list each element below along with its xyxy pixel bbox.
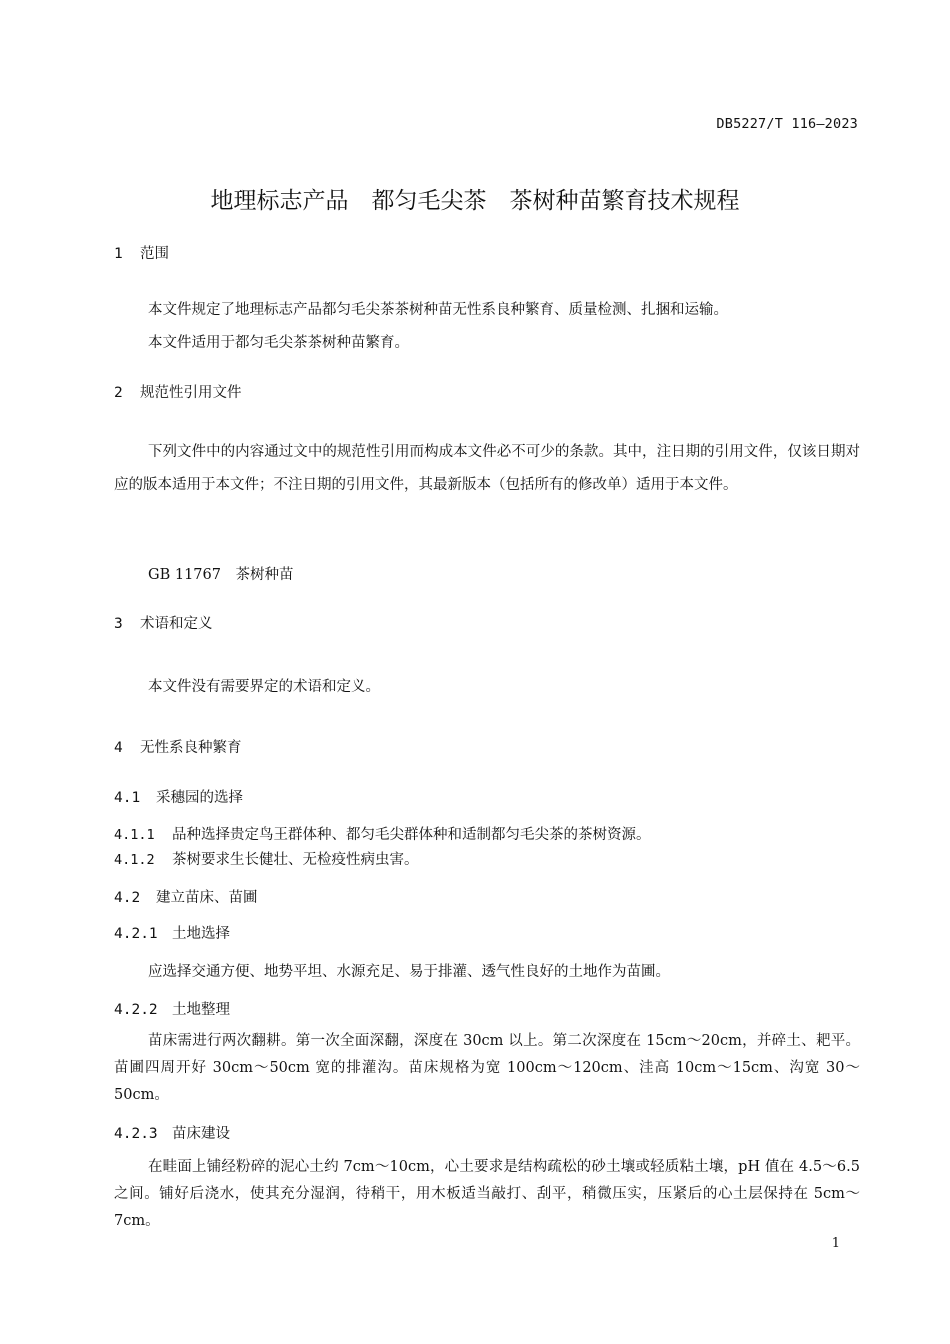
clause-4-1-2: [114, 848, 419, 869]
clause-4-1-1: [114, 823, 651, 844]
section-number: 1: [114, 246, 123, 262]
section-title: 规范性引用文件: [140, 385, 242, 401]
section-2-heading: [114, 381, 242, 402]
section-number: 4.2.2: [114, 1002, 158, 1018]
clause-number: 4.1.1: [114, 827, 155, 843]
section-1-paragraph-2: 本文件适用于都匀毛尖茶茶树种苗繁育。: [148, 335, 409, 351]
section-1-heading: [114, 242, 169, 263]
clause-text: 茶树要求生长健壮、无检疫性病虫害。: [172, 852, 419, 868]
section-4-2-2-heading: [114, 998, 230, 1019]
section-4-2-3-heading: [114, 1122, 230, 1143]
section-number: 4.2.1: [114, 926, 158, 942]
section-title: 术语和定义: [140, 616, 213, 632]
section-2-paragraph: 下列文件中的内容通过文中的规范性引用而构成本文件必不可少的条款。其中，注日期的引用文件，仅该日期对应的版本适用于本文件；不注日期的引用文件，其最新版本（包括所有的修改单）适用于本文件。: [114, 444, 860, 493]
section-4-1-heading: [114, 786, 243, 807]
section-title: 采穗园的选择: [156, 790, 243, 806]
section-title: 土地选择: [172, 926, 230, 942]
section-4-2-3-paragraph: 在畦面上铺经粉碎的泥心土约 7cm～10cm，心土要求是结构疏松的砂土壤或轻质粘土壤，pH 值在 4.5～6.5 之间。铺好后浇水，使其充分湿润，待稍干，用木板适当敲打、刮平，稍微压实，压紧后的心土层保持在 5cm～7cm。: [114, 1159, 860, 1229]
section-3-paragraph: 本文件没有需要界定的术语和定义。: [148, 679, 380, 695]
page-number: 1: [831, 1236, 840, 1251]
section-number: 4: [114, 740, 123, 756]
section-4-2-1-paragraph: 应选择交通方便、地势平坦、水源充足、易于排灌、透气性良好的土地作为苗圃。: [148, 964, 670, 980]
normative-reference: GB 11767 茶树种苗: [148, 567, 294, 583]
section-number: 4.2.3: [114, 1126, 158, 1142]
section-4-2-heading: [114, 886, 258, 907]
document-title: 地理标志产品 都匀毛尖茶 茶树种苗繁育技术规程: [210, 188, 740, 214]
section-4-heading: [114, 736, 242, 757]
section-number: 2: [114, 385, 123, 401]
section-title: 建立苗床、苗圃: [156, 890, 258, 906]
section-number: 3: [114, 616, 123, 632]
section-4-2-1-heading: [114, 922, 230, 943]
section-3-heading: [114, 612, 213, 633]
section-title: 苗床建设: [172, 1126, 230, 1142]
section-4-2-2-paragraph: 苗床需进行两次翻耕。第一次全面深翻，深度在 30cm 以上。第二次深度在 15cm～20cm，并碎土、耙平。苗圃四周开好 30cm～50cm 宽的排灌沟。苗床规格为宽 100cm～120cm、洼高 10cm～15cm、沟宽 30～50cm。: [114, 1033, 860, 1103]
section-title: 土地整理: [172, 1002, 230, 1018]
section-title: 范围: [140, 246, 169, 262]
section-number: 4.2: [114, 890, 141, 906]
clause-number: 4.1.2: [114, 852, 155, 868]
section-number: 4.1: [114, 790, 141, 806]
document-code: DB5227/T 116—2023: [716, 116, 858, 132]
section-title: 无性系良种繁育: [140, 740, 242, 756]
section-1-paragraph-1: 本文件规定了地理标志产品都匀毛尖茶茶树种苗无性系良种繁育、质量检测、扎捆和运输。: [148, 302, 728, 318]
clause-text: 品种选择贵定鸟王群体种、都匀毛尖群体种和适制都匀毛尖茶的茶树资源。: [172, 827, 651, 843]
